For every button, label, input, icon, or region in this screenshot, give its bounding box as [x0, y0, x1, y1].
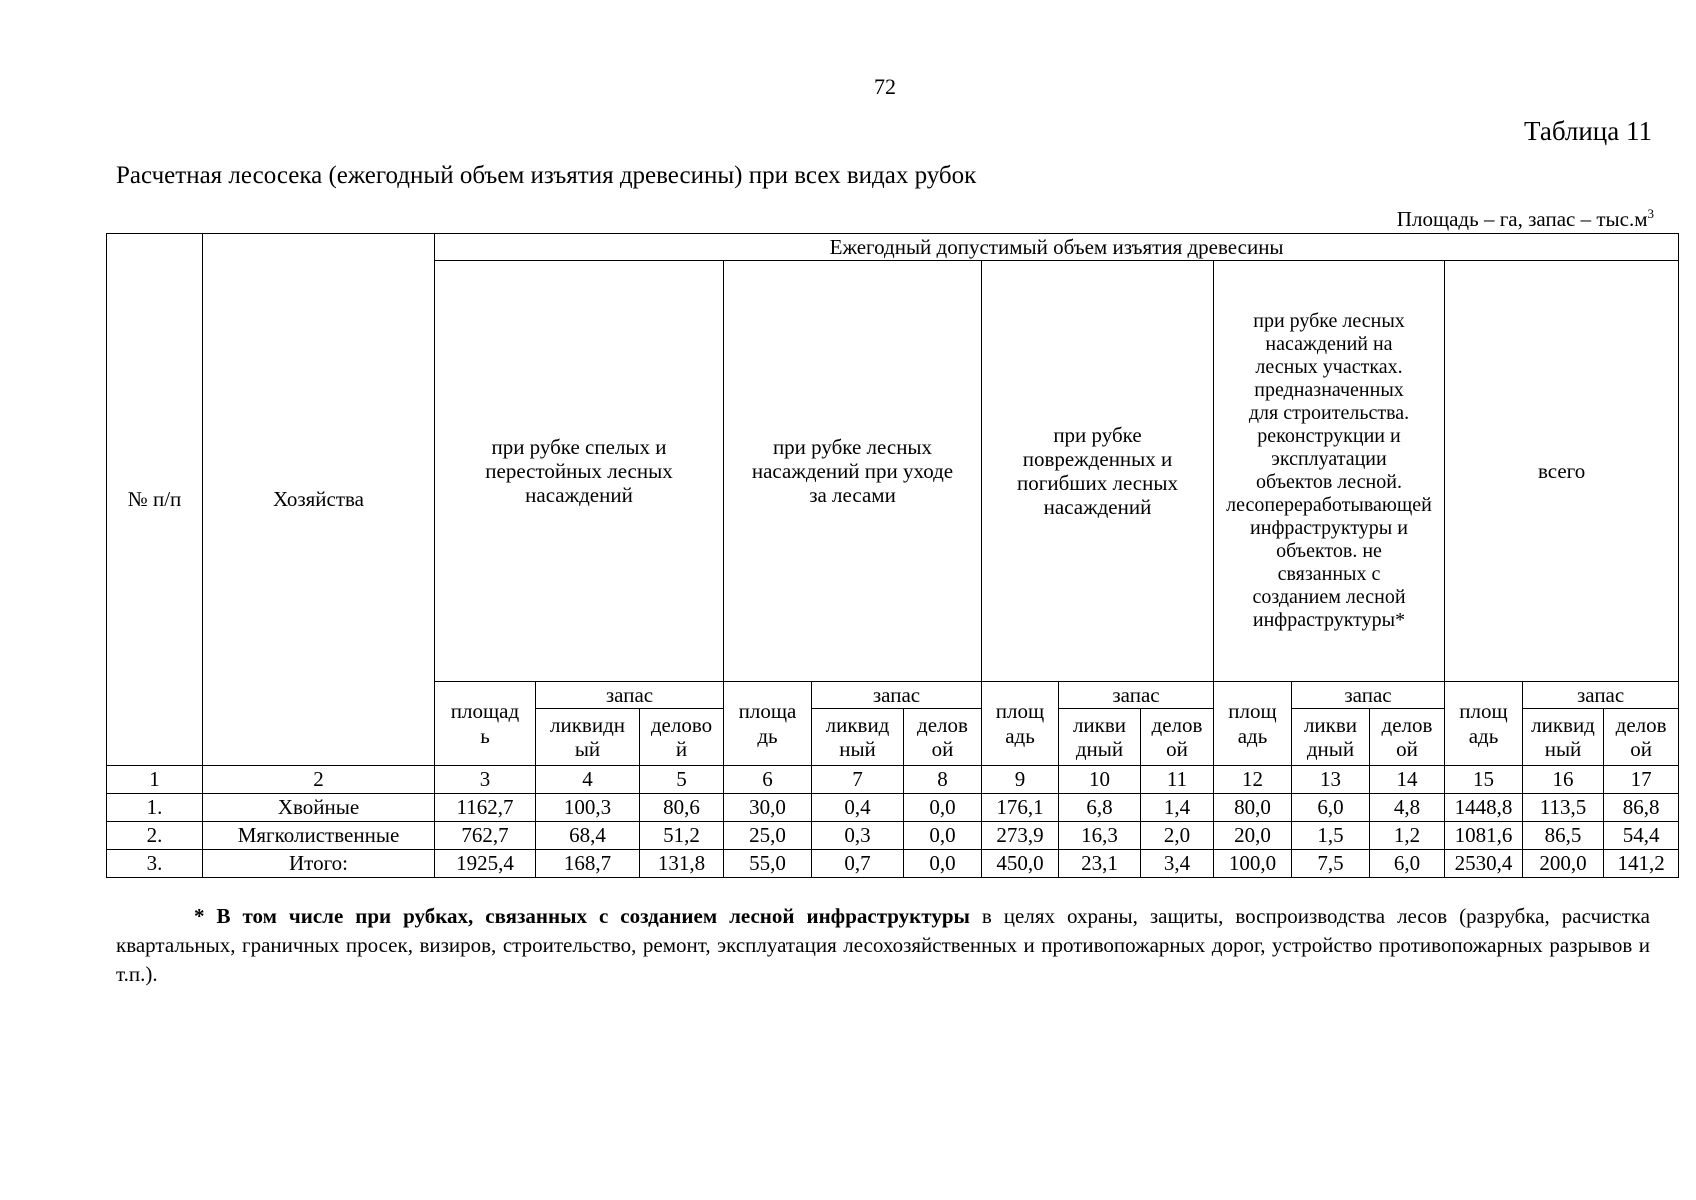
header-liquid: ликви дный	[1292, 709, 1370, 766]
allowable-cut-table	[106, 233, 1679, 878]
table-row	[107, 822, 1679, 850]
footnote-bold: * В том числе при рубках, связанных с созданием лесной инфраструктуры	[194, 904, 970, 928]
column-number: 6	[724, 766, 812, 794]
table-cell: 1448,8	[1445, 794, 1523, 822]
table-cell: 168,7	[536, 850, 640, 878]
column-number: 11	[1141, 766, 1214, 794]
table-cell: 30,0	[724, 794, 812, 822]
table-cell: 1,4	[1141, 794, 1214, 822]
header-farm: Хозяйства	[203, 234, 435, 766]
units-text: Площадь – га, запас – тыс.м	[1396, 207, 1648, 231]
column-number: 8	[904, 766, 982, 794]
table-cell: 0,4	[812, 794, 904, 822]
table-cell: 25,0	[724, 822, 812, 850]
header-business: делов ой	[1141, 709, 1214, 766]
table-cell: 0,0	[904, 794, 982, 822]
column-number: 13	[1292, 766, 1370, 794]
header-business: делово й	[640, 709, 724, 766]
table-cell: 80,6	[640, 794, 724, 822]
column-number: 9	[982, 766, 1059, 794]
units-sup: 3	[1647, 206, 1654, 221]
footnote	[116, 902, 1650, 989]
header-stock: запас	[536, 682, 724, 709]
header-area: площ адь	[982, 682, 1059, 766]
column-number: 2	[203, 766, 435, 794]
table-cell: 86,5	[1523, 822, 1604, 850]
header-area: площад ь	[435, 682, 536, 766]
header-category-construction: при рубке лесных насаждений на лесных участках. предназначенных для строительства. реконструкции и эксплуатации объектов лесной. лесопереработывающей инфраструктуры и объектов. не связанных с созданием лесной инфраструктуры*	[1214, 261, 1445, 682]
table-cell: 100,3	[536, 794, 640, 822]
table-cell: 176,1	[982, 794, 1059, 822]
table-cell: 68,4	[536, 822, 640, 850]
column-number: 7	[812, 766, 904, 794]
header-category-mature: при рубке спелых и перестойных лесных насаждений	[435, 261, 724, 682]
table-cell: 4,8	[1370, 794, 1445, 822]
header-liquid: ликвидн ый	[536, 709, 640, 766]
table-cell: 86,8	[1604, 794, 1679, 822]
column-number: 14	[1370, 766, 1445, 794]
row-number: 1.	[107, 794, 203, 822]
header-business: делов ой	[904, 709, 982, 766]
table-row	[107, 794, 1679, 822]
table-cell: 1162,7	[435, 794, 536, 822]
row-farm: Итого:	[203, 850, 435, 878]
table-cell: 113,5	[1523, 794, 1604, 822]
table-cell: 2530,4	[1445, 850, 1523, 878]
header-business: делов ой	[1370, 709, 1445, 766]
column-number: 5	[640, 766, 724, 794]
table-cell: 23,1	[1059, 850, 1141, 878]
table-cell: 0,0	[904, 850, 982, 878]
table-cell: 200,0	[1523, 850, 1604, 878]
column-number: 10	[1059, 766, 1141, 794]
column-number-row	[107, 766, 1679, 794]
header-category-damaged: при рубке поврежденных и погибших лесных насаждений	[982, 261, 1214, 682]
row-farm: Мягколиственные	[203, 822, 435, 850]
column-number: 4	[536, 766, 640, 794]
column-number: 17	[1604, 766, 1679, 794]
header-category-thinning: при рубке лесных насаждений при уходе за лесами	[724, 261, 982, 682]
table-cell: 1,5	[1292, 822, 1370, 850]
table-cell: 0,7	[812, 850, 904, 878]
table-cell: 131,8	[640, 850, 724, 878]
table-cell: 0,0	[904, 822, 982, 850]
table-row	[107, 850, 1679, 878]
header-stock: запас	[812, 682, 982, 709]
header-liquid: ликвид ный	[1523, 709, 1604, 766]
header-stock: запас	[1059, 682, 1214, 709]
column-number: 3	[435, 766, 536, 794]
row-farm: Хвойные	[203, 794, 435, 822]
header-area: площ адь	[1445, 682, 1523, 766]
document-title: Расчетная лесосека (ежегодный объем изъятия древесины) при всех видах рубок	[116, 162, 977, 189]
table-cell: 51,2	[640, 822, 724, 850]
column-number: 16	[1523, 766, 1604, 794]
header-area: площ адь	[1214, 682, 1292, 766]
column-number: 1	[107, 766, 203, 794]
table-cell: 80,0	[1214, 794, 1292, 822]
header-area: площа дь	[724, 682, 812, 766]
header-liquid: ликви дный	[1059, 709, 1141, 766]
table-cell: 3,4	[1141, 850, 1214, 878]
header-num: № п/п	[107, 234, 203, 766]
table-label: Таблица 11	[1524, 116, 1652, 146]
header-liquid: ликвид ный	[812, 709, 904, 766]
column-number: 12	[1214, 766, 1292, 794]
header-category-total: всего	[1445, 261, 1679, 682]
table-cell: 54,4	[1604, 822, 1679, 850]
footnote-text: в целях охраны, защиты, воспроизводства лесов (разрубка, расчистка квартальных, граничных просек, визиров, строительство, ремонт, эксплуатация лесохозяйственных и противопожарных дорог, устройство противопожарных разрывов и т.п.).	[116, 904, 1651, 986]
header-group: Ежегодный допустимый объем изъятия древесины	[435, 234, 1679, 261]
units-note	[1397, 206, 1654, 232]
column-number: 15	[1445, 766, 1523, 794]
row-number: 2.	[107, 822, 203, 850]
table-cell: 7,5	[1292, 850, 1370, 878]
table-cell: 2,0	[1141, 822, 1214, 850]
table-cell: 1,2	[1370, 822, 1445, 850]
page-number: 72	[874, 74, 896, 99]
table-cell: 141,2	[1604, 850, 1679, 878]
table-cell: 6,0	[1292, 794, 1370, 822]
table-cell: 450,0	[982, 850, 1059, 878]
header-stock: запас	[1523, 682, 1679, 709]
table-cell: 1081,6	[1445, 822, 1523, 850]
row-number: 3.	[107, 850, 203, 878]
table-cell: 100,0	[1214, 850, 1292, 878]
table-cell: 6,8	[1059, 794, 1141, 822]
header-stock: запас	[1292, 682, 1445, 709]
table-cell: 20,0	[1214, 822, 1292, 850]
table-cell: 6,0	[1370, 850, 1445, 878]
table-cell: 273,9	[982, 822, 1059, 850]
table-cell: 16,3	[1059, 822, 1141, 850]
header-business: делов ой	[1604, 709, 1679, 766]
table-cell: 762,7	[435, 822, 536, 850]
table-cell: 0,3	[812, 822, 904, 850]
table-cell: 1925,4	[435, 850, 536, 878]
table-cell: 55,0	[724, 850, 812, 878]
